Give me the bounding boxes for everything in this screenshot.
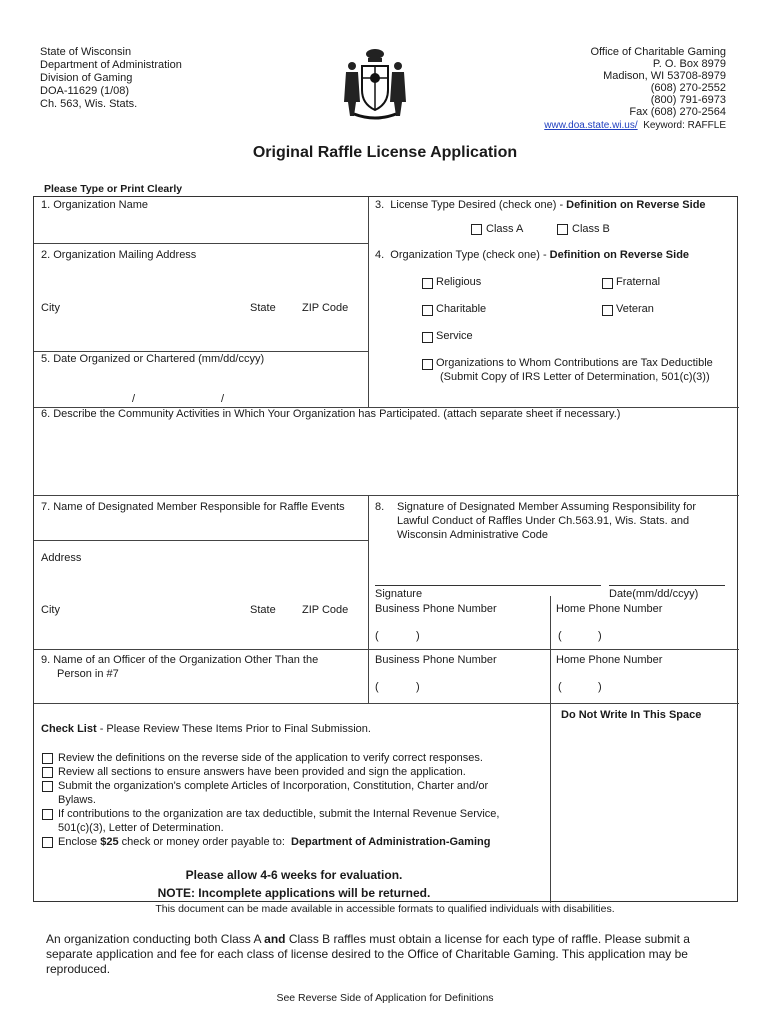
mailing-address-label: 2. Organization Mailing Address — [41, 249, 197, 261]
header-line: Office of Charitable Gaming — [590, 46, 726, 58]
signature-instruction: Signature of Designated Member Assuming Responsibility for — [397, 501, 696, 513]
header-line: P. O. Box 8979 — [652, 58, 726, 70]
service-label: Service — [436, 330, 473, 342]
application-form: 1. Organization Name 3. License Type Desired (check one) - Definition on Reverse Side Class A Class B 2. Organization Mailing Address City State ZIP Code 4. Organization Type (check one) - Definition on Reverse Side Religious Fraternal Charitable Veteran Service Organizations to Whom Contributions are Tax Deductible (Submit Copy of IRS Letter of Determination, 501(c)(3)) 5. Date Organized or Chartered (mm/dd/ccyy) / / 6. Describe the Community Activities in Which Your Organization has Participated. (attach separate sheet if necessary.) 7. Name of Designated Member Responsible for Raffle Events Address City State ZIP Code 8. Signature of Designated Member Assuming Responsibility for Lawful Conduct of Raffles Under Ch.563.91, Wis. Stats. and Wisconsin Administrative Code Signature Date(mm/dd/ccyy) Business Phone Number Home Phone Number ( ) ( ) 9. Name of an Officer of the Organization Other Than the Person in #7 Business Phone Number Home Phone Number ( ) ( ) Do Not Write In This Space Check List - Please Review These Items Prior to Final Submission. Review the definitions on the reverse side of the application to verify correct responses. Review all sections to ensure answers have been provided and sign the application. Submit the organization's complete Articles of Incorporation, Constitution, Charter and/or Bylaws. If contributions to the organization are tax deductible, submit the Internal Revenue Service, 501(c)(3), Letter of Determination. Enclose $25 check or money order payable to: Department of Administration-Gaming Please allow 4-6 weeks for evaluation. NOTE: Incomplete applications will be returned. — [33, 196, 738, 902]
city-label: City — [41, 604, 60, 616]
religious-checkbox[interactable] — [422, 278, 433, 289]
home-phone-label: Home Phone Number — [556, 603, 663, 615]
date-separator: / — [221, 393, 225, 405]
tax-deductible-note: (Submit Copy of IRS Letter of Determination, 501(c)(3)) — [440, 371, 710, 383]
signature-label: Signature — [375, 588, 423, 600]
print-instruction: Please Type or Print Clearly — [44, 183, 183, 195]
zip-label: ZIP Code — [302, 302, 349, 314]
office-contact — [544, 46, 726, 132]
date-organized-label: 5. Date Organized or Chartered (mm/dd/ccyy) — [41, 353, 265, 365]
area-code-close: ) — [598, 681, 602, 693]
signature-instruction: Lawful Conduct of Raffles Under Ch.563.91, Wis. Stats. and — [397, 515, 690, 527]
accessibility-note: This document can be made available in accessible formats to qualified individuals with disabilities. — [155, 903, 615, 915]
veteran-checkbox[interactable] — [602, 305, 613, 316]
area-code-open: ( — [558, 630, 562, 642]
charitable-checkbox[interactable] — [422, 305, 433, 316]
business-phone-label: Business Phone Number — [375, 654, 497, 666]
class-a-checkbox[interactable] — [471, 224, 482, 235]
header-line: (608) 270-2552 — [650, 82, 726, 94]
area-code-open: ( — [558, 681, 562, 693]
home-phone-label: Home Phone Number — [556, 654, 663, 666]
charitable-label: Charitable — [436, 303, 487, 315]
area-code-close: ) — [416, 630, 420, 642]
area-code-close: ) — [598, 630, 602, 642]
license-instructions: An organization conducting both Class A and Class B raffles must obtain a license for each type of raffle. Please submit a separate application and fee for each class of license desired to the Office of Charitable Gaming. This application may be reproduced. — [46, 932, 690, 976]
business-phone-label: Business Phone Number — [375, 603, 497, 615]
zip-label: ZIP Code — [302, 604, 349, 616]
class-b-label: Class B — [572, 223, 610, 235]
header-line: (800) 791-6973 — [650, 94, 726, 106]
community-activities-label: 6. Describe the Community Activities in Which Your Organization has Participated. (attach separate sheet if necessary.) — [41, 408, 621, 420]
tax-deductible-checkbox[interactable] — [422, 359, 433, 370]
page-title: Original Raffle License Application — [252, 144, 518, 161]
designated-member-label: 7. Name of Designated Member Responsible for Raffle Events — [41, 501, 345, 513]
incomplete-warning: NOTE: Incomplete applications will be returned. — [157, 886, 431, 900]
area-code-close: ) — [416, 681, 420, 693]
wisconsin-seal-icon — [340, 44, 410, 120]
org-type-label: 4. Organization Type (check one) - Definition on Reverse Side — [375, 249, 690, 261]
checklist-checkbox[interactable] — [42, 753, 53, 764]
officer-name-label: Person in #7 — [57, 668, 119, 680]
header-line: Division of Gaming — [40, 72, 133, 84]
checklist-checkbox[interactable] — [42, 809, 53, 820]
evaluation-time-note: Please allow 4-6 weeks for evaluation. — [185, 868, 403, 882]
checklist-checkbox[interactable] — [42, 781, 53, 792]
keyword-text: Keyword: RAFFLE — [637, 120, 726, 131]
header-line: State of Wisconsin — [40, 46, 132, 58]
veteran-label: Veteran — [616, 303, 654, 315]
header-line: Ch. 563, Wis. Stats. — [40, 98, 138, 110]
page-footer: See Reverse Side of Application for Definitions — [276, 992, 494, 1004]
org-name-label: 1. Organization Name — [41, 199, 148, 211]
fraternal-label: Fraternal — [616, 276, 661, 288]
checklist-checkbox[interactable] — [42, 767, 53, 778]
address-label: Address — [41, 552, 82, 564]
header-line: Madison, WI 53708-8979 — [603, 70, 726, 82]
religious-label: Religious — [436, 276, 482, 288]
header-line: Department of Administration — [40, 59, 182, 71]
signature-date-label: Date(mm/dd/ccyy) — [609, 588, 699, 600]
agency-header — [40, 46, 182, 111]
area-code-open: ( — [375, 630, 379, 642]
office-use-label: Do Not Write In This Space — [561, 709, 702, 721]
class-b-checkbox[interactable] — [557, 224, 568, 235]
fraternal-checkbox[interactable] — [602, 278, 613, 289]
checklist-heading: Check List - Please Review These Items Prior to Final Submission. — [41, 723, 371, 735]
officer-name-label: 9. Name of an Officer of the Organization Other Than the — [41, 654, 319, 666]
service-checkbox[interactable] — [422, 332, 433, 343]
signature-instruction: Wisconsin Administrative Code — [397, 529, 549, 541]
header-line: DOA-11629 (1/08) — [40, 85, 130, 97]
area-code-open: ( — [375, 681, 379, 693]
date-separator: / — [132, 393, 136, 405]
city-label: City — [41, 302, 60, 314]
tax-deductible-label: Organizations to Whom Contributions are Tax Deductible — [436, 357, 713, 369]
state-label: State — [250, 604, 276, 616]
state-label: State — [250, 302, 276, 314]
header-line: Fax (608) 270-2564 — [629, 106, 726, 118]
license-type-label: 3. License Type Desired (check one) - Definition on Reverse Side — [375, 199, 706, 211]
class-a-label: Class A — [486, 223, 524, 235]
checklist-checkbox[interactable] — [42, 837, 53, 848]
signature-number: 8. — [375, 501, 385, 513]
website-link[interactable]: www.doa.state.wi.us/ — [544, 120, 638, 131]
